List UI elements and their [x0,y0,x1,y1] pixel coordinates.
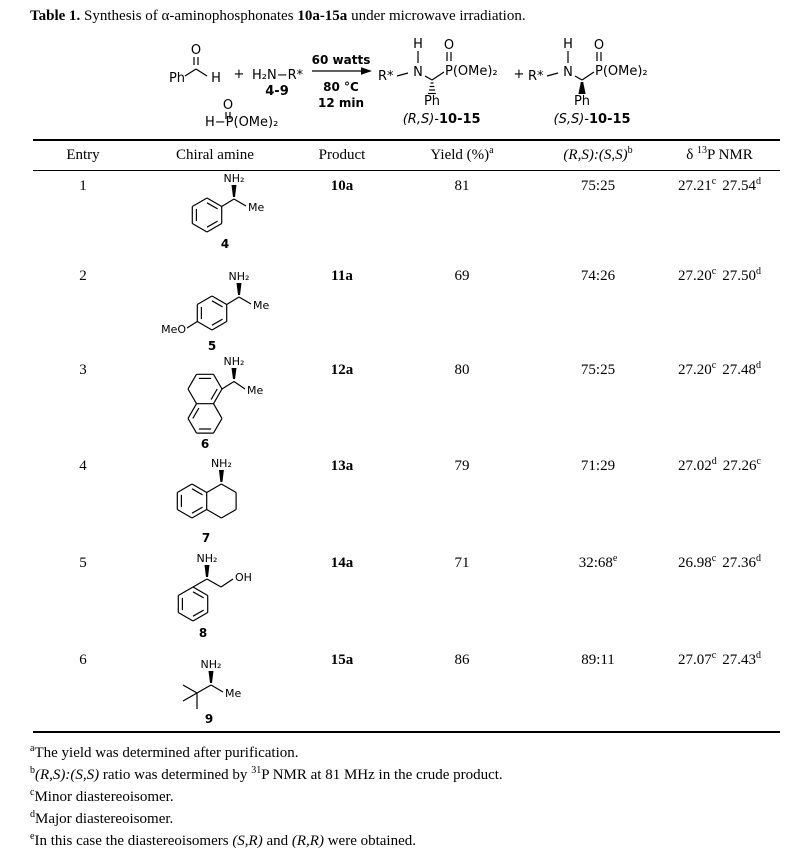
nmr-sup-2: c [756,456,761,467]
wedge-bond [237,283,242,295]
reaction-arrow [312,53,372,110]
nmr-sup-1: c [711,360,717,371]
header-ratio-sup: b [627,145,633,156]
footnote-d [30,808,770,830]
aldehyde-h-label: H [211,71,221,86]
amine-formula: H₂N−R* [252,68,304,83]
nh2-label: NH₂ [200,658,222,671]
caption-text: Synthesis of α-aminophosphonates [80,8,298,24]
nmr-value-1: 27.21 [678,178,712,194]
condition-power: 60 watts [311,53,371,67]
structure-compound-4 [145,171,285,253]
nmr-sup-2: d [755,176,761,187]
amine-cell [133,548,297,645]
p-o-label-2: O [593,38,605,53]
me-label: Me [253,299,270,312]
product-cell: 10a [330,178,354,194]
me-label: Me [247,384,264,397]
footnote-e-text2: and [262,833,292,849]
wedge-bond [205,565,210,577]
structure-compound-9 [145,645,285,725]
footnote-c-sup: c [30,787,35,798]
ratio-cell [537,355,659,451]
nh-h-label-2: H [563,37,573,52]
header-ratio [537,147,659,164]
ratio-value: 32:68 [578,555,613,571]
amine-cell [133,645,297,731]
carbonyl-o-label: O [190,43,202,58]
header-nmr-rest: P NMR [707,147,753,163]
table-header-row [33,141,780,171]
nmr-sup-1: c [711,176,717,187]
table-row [33,451,780,548]
footnote-b-text2: P NMR at 81 MHz in the crude product. [261,767,503,783]
nmr-value-1: 27.02 [678,458,712,474]
plus-sign-2: + [513,67,525,82]
phosphite-structure [205,98,278,130]
compound-number: 7 [201,531,211,545]
footnote-c [30,786,770,808]
phosphonate-label: P(OMe)₂ [445,64,498,79]
footnote-e-sup: e [30,831,35,842]
condition-time: 12 min [317,96,365,110]
compound-number: 5 [207,339,217,353]
meo-label: MeO [161,323,186,336]
nmr-cell [659,645,780,731]
nmr-value-2: 27.54 [722,178,756,194]
bonds [187,296,251,330]
entry-cell: 2 [79,268,87,284]
phosphite-o-label: O [222,98,234,113]
ratio-cell [537,548,659,645]
entry-cell: 6 [79,652,87,668]
condition-temperature: 80 °C [323,80,359,94]
nmr-value-1: 27.20 [678,268,712,284]
wedge-bond [232,368,237,379]
bonds [183,685,223,709]
yield-cell: 79 [454,458,470,474]
ratio-sup: e [612,553,618,564]
compound-number: 4 [220,237,230,251]
ratio-cell [537,451,659,548]
ratio-cell [537,645,659,731]
product-cell: 11a [331,268,353,284]
nh2-label: NH₂ [223,355,245,368]
ratio-value: 75:25 [580,178,616,194]
entry-cell: 1 [79,178,87,194]
nmr-sup-1: c [711,266,717,277]
caption-compounds: 10a-15a [297,8,348,24]
product-rs-config: (R,S)- [402,112,439,127]
yield-cell: 71 [454,555,470,571]
nmr-value-2: 27.26 [722,458,757,474]
header-nmr-isotope: 13 [697,145,708,156]
amine-reagent [252,68,304,99]
header-yield-sup: a [489,145,494,156]
bonds [178,579,233,621]
benzaldehyde-structure [169,43,221,86]
nmr-sup-2: d [755,553,761,564]
caption-label: Table 1. [30,8,81,24]
phosphite-formula: H−P(OMe)₂ [205,115,279,130]
nmr-value-2: 27.48 [722,362,756,378]
phosphonate-label-2: P(OMe)₂ [595,64,648,79]
amine-cell [133,171,297,261]
ratio-value: 71:29 [580,458,616,474]
footnote-b [30,764,770,786]
table-caption [30,8,770,25]
product-cell: 12a [330,362,354,378]
nh2-label: NH₂ [196,552,218,565]
entry-cell: 5 [79,555,87,571]
table-row [33,171,780,261]
arrowhead [361,67,372,75]
ratio-cell [537,261,659,355]
rstar-label: R* [378,69,394,84]
amine-cell [133,261,297,355]
footnote-b-sup: b [30,765,35,776]
plus-sign: + [233,67,245,82]
nmr-value-2: 27.36 [722,555,756,571]
header-yield [387,147,537,164]
amine-cell [133,355,297,451]
header-nmr-delta: δ [686,147,698,163]
n-label-2: N [563,65,573,80]
structure-compound-5 [140,261,290,353]
me-label: Me [225,687,242,700]
nmr-cell [659,451,780,548]
header-nmr [659,147,780,164]
footnote-a-text: The yield was determined after purification. [34,745,299,761]
header-entry: Entry [66,147,100,163]
nh2-label: NH₂ [210,457,232,470]
product-cell: 14a [330,555,354,571]
structure-compound-6 [145,355,285,451]
compound-number: 8 [198,626,208,640]
header-product: Product [318,147,366,163]
entry-cell: 4 [79,458,87,474]
table-row [33,261,780,355]
footnote-a-sup: a [30,743,35,754]
ph-substituent-label-2: Ph [573,94,591,109]
amine-numbers: 4-9 [265,84,289,99]
nmr-value-2: 27.50 [722,268,756,284]
footnote-d-sup: d [30,809,35,820]
footnote-e-italic1: (S,R) [232,833,263,849]
bonds [192,198,246,232]
product-rs-range: 10-15 [439,112,481,127]
footnote-c-text: Minor diastereoisomer. [34,789,174,805]
structure-compound-7 [140,451,290,545]
footnote-b-italic: (R,S):(S,S) [35,767,100,783]
footnote-b-isotope: 31 [251,765,262,776]
footnote-d-text: Major diastereoisomer. [35,811,174,827]
ratio-cell [537,171,659,261]
results-table [33,139,780,733]
nmr-cell [659,171,780,261]
p-o-label: O [443,38,455,53]
nmr-value-2: 27.43 [722,652,756,668]
entry-cell: 3 [79,362,87,378]
product-ss-range: 10-15 [589,112,631,127]
product-cell: 13a [330,458,354,474]
footnote-a [30,742,770,764]
header-yield-text: Yield (%) [430,147,490,163]
nmr-sup-2: d [755,360,761,371]
caption-rest: under microwave irradiation. [347,8,526,24]
product-ss-structure [528,37,648,127]
bonds [177,484,236,518]
nmr-sup-2: d [755,650,761,661]
yield-cell: 80 [454,362,470,378]
footnote-e-text3: were obtained. [323,833,417,849]
ph-label: Ph [168,71,186,86]
nmr-value-1: 27.07 [678,652,712,668]
me-label: Me [248,201,265,214]
nmr-sup-1: c [711,553,717,564]
ratio-value: 89:11 [581,652,615,668]
wedge-bond [578,82,585,94]
oh-label: OH [235,571,252,584]
footnote-e [30,830,770,852]
wedge-bond [219,470,224,482]
compound-number: 9 [204,712,214,725]
bonds [188,374,245,433]
compound-number: 6 [200,437,210,451]
wedge-bond [232,185,237,197]
table-row [33,355,780,451]
ratio-value: 75:25 [580,362,616,378]
header-chiral-amine: Chiral amine [176,147,254,163]
footnote-e-italic2: (R,R) [291,833,324,849]
nmr-sup-1: c [711,650,717,661]
ratio-value: 74:26 [580,268,616,284]
nmr-sup-1: d [711,456,717,467]
table-row [33,645,780,731]
yield-cell: 81 [454,178,470,194]
ph-substituent-label: Ph [423,94,441,109]
structure-compound-8 [145,548,285,640]
nh2-label: NH₂ [228,270,250,283]
nh-h-label: H [413,37,423,52]
n-label: N [413,65,423,80]
nh2-label: NH₂ [223,172,245,185]
nmr-cell [659,355,780,451]
yield-cell: 86 [454,652,470,668]
nmr-value-1: 26.98 [678,555,712,571]
amine-cell [133,451,297,548]
wedge-bond [209,671,214,683]
product-rs-structure [378,37,498,127]
yield-cell: 69 [454,268,470,284]
product-cell: 15a [330,652,354,668]
reaction-scheme [95,36,695,136]
rstar-label-2: R* [528,69,544,84]
footnote-e-text1: In this case the diastereoisomers [34,833,233,849]
nmr-cell [659,548,780,645]
nmr-sup-2: d [755,266,761,277]
product-ss-config: (S,S)- [553,112,589,127]
nmr-value-1: 27.20 [678,362,712,378]
header-ratio-text: (R,S):(S,S) [563,147,628,163]
nmr-cell [659,261,780,355]
footnotes [30,742,770,852]
table-row [33,548,780,645]
footnote-b-text1: ratio was determined by [99,767,252,783]
